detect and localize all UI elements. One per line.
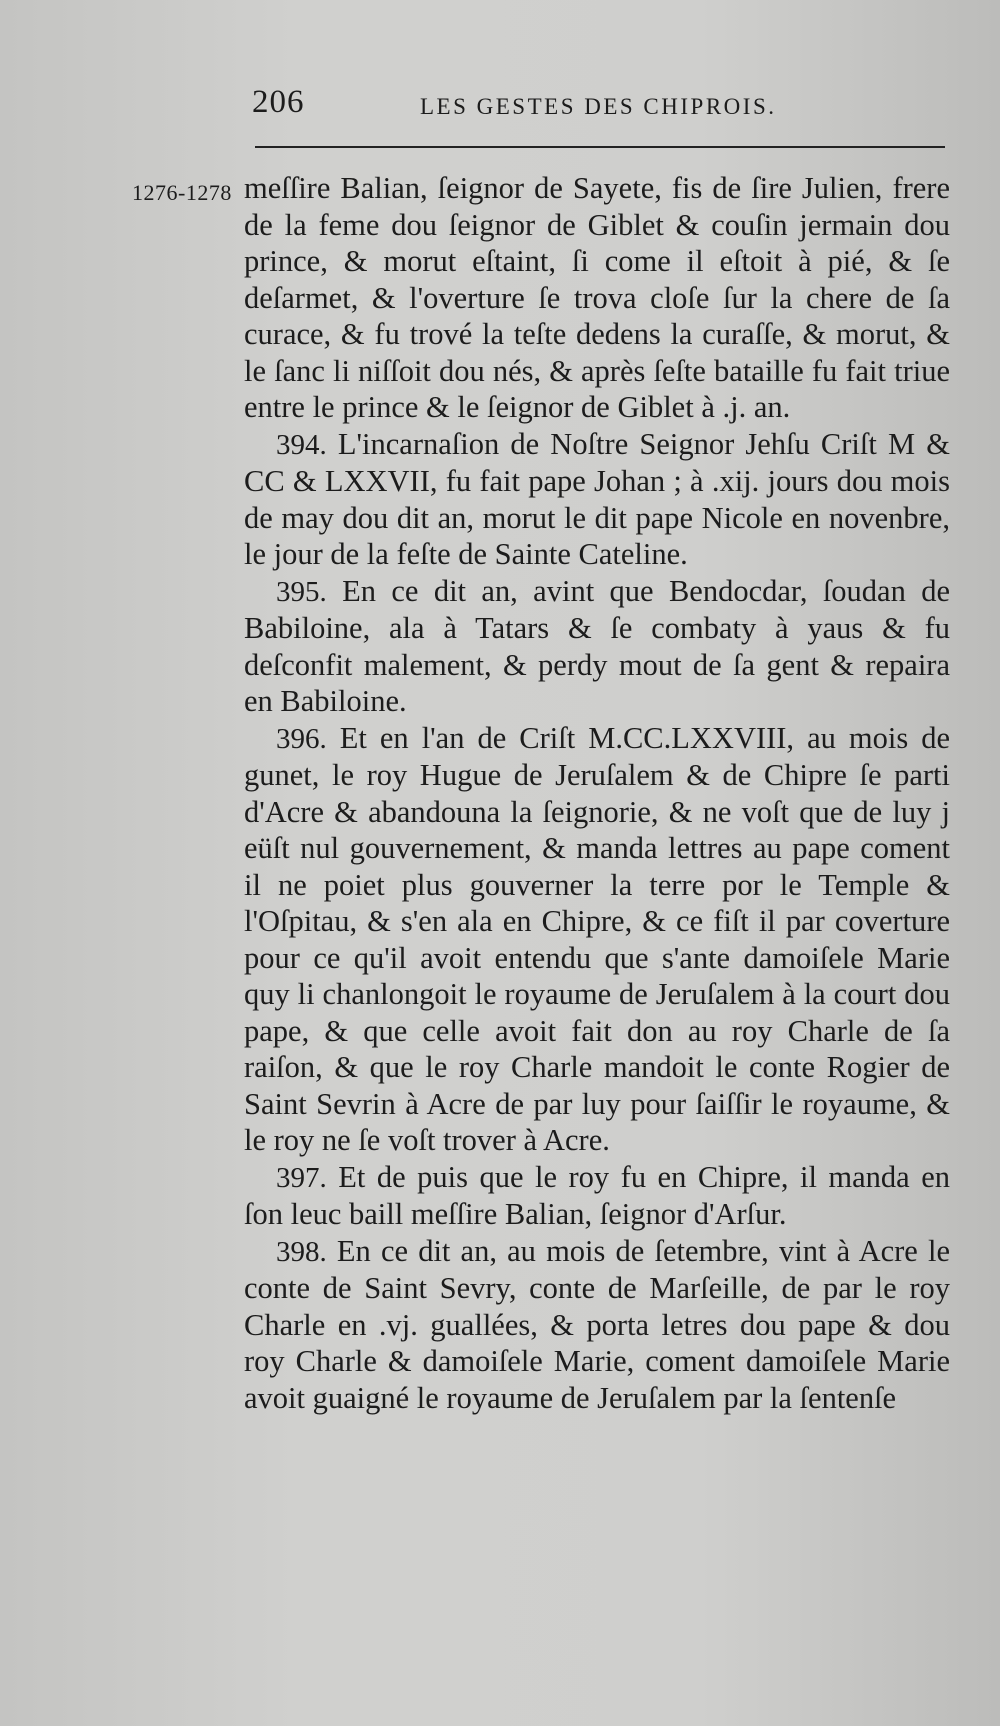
paragraph-text: Et de puis que le roy fu en Chipre, il manda en ſon leuc baill meſſire Balian, ſeignor d'Arſur. bbox=[244, 1159, 950, 1231]
paragraph-text: L'incarnaſion de Noſtre Seignor Jehſu Criſt M & CC & LXXVII, fu fait pape Johan ; à .xij. jours dou mois de may dou dit an, morut le dit pape Nicole en novenbre, le jour de la feſte de Sainte Cateline. bbox=[244, 426, 950, 571]
paragraph-number: 396. bbox=[276, 722, 327, 755]
page-number: 206 bbox=[252, 84, 305, 120]
header-rule bbox=[255, 146, 945, 148]
paragraph-number: 394. bbox=[276, 428, 327, 461]
paragraph-396 bbox=[244, 720, 950, 1159]
text-body bbox=[244, 170, 950, 1416]
paragraph-text: En ce dit an, avint que Bendocdar, ſoudan de Babiloine, ala à Tatars & ſe combaty à yaus & fu deſconfit malement, & perdy mout de ſa gent & repaira en Babiloine. bbox=[244, 573, 950, 718]
paragraph-number: 397. bbox=[276, 1161, 327, 1194]
paragraph-number: 395. bbox=[276, 575, 327, 608]
paragraph-text: Et en l'an de Criſt M.CC.LXXVIII, au mois de gunet, le roy Hugue de Jeruſalem & de Chipre ſe parti d'Acre & abandouna la ſeignorie, & ne voſt que de luy j eüſt nul gouvernement, & manda lettres au pape coment il ne poiet plus gouverner la terre por le Temple & l'Oſpitau, & s'en ala en Chipre, & ce fiſt il par coverture pour ce qu'il avoit entendu que s'ante damoiſele Marie quy li chanlongoit le royaume de Jeruſalem à la court dou pape, & que celle avoit fait don au roy Charle de ſa raiſon, & que le roy Charle mandoit le conte Rogier de Saint Sevrin à Acre de par luy pour ſaiſſir le royaume, & le roy ne ſe voſt trover à Acre. bbox=[244, 720, 950, 1157]
paragraph-continued bbox=[244, 170, 950, 426]
paragraph-394 bbox=[244, 426, 950, 573]
running-title: LES GESTES DES CHIPROIS. bbox=[420, 94, 777, 119]
paragraph-number: 398. bbox=[276, 1235, 327, 1268]
paragraph-text: En ce dit an, au mois de ſetembre, vint à Acre le conte de Saint Sevry, conte de Marſeille, de par le roy Charle en .vj. guallées, & porta letres dou pape & dou roy Charle & damoiſele Marie, coment damoiſele Marie avoit guaigné le royaume de Jeruſalem par la ſentenſe bbox=[244, 1233, 951, 1415]
paragraph-395 bbox=[244, 573, 950, 720]
paragraph-397 bbox=[244, 1159, 950, 1233]
margin-date: 1276-1278 bbox=[132, 180, 232, 205]
paragraph-398 bbox=[244, 1233, 950, 1417]
paragraph-text: meſſire Balian, ſeignor de Sayete, fis de ſire Julien, frere de la feme dou ſeignor de Giblet & couſin jermain dou prince, & morut eſtaint, ſi come il eſtoit à pié, & ſe deſarmet, & l'overture ſe trova cloſe ſur la chere de ſa curace, & fu trové la teſte dedens la curaſſe, & morut, & le ſanc li niſſoit dou nés, & après ſeſte bataille fu fait triue entre le prince & le ſeignor de Giblet à .j. an. bbox=[244, 171, 950, 424]
